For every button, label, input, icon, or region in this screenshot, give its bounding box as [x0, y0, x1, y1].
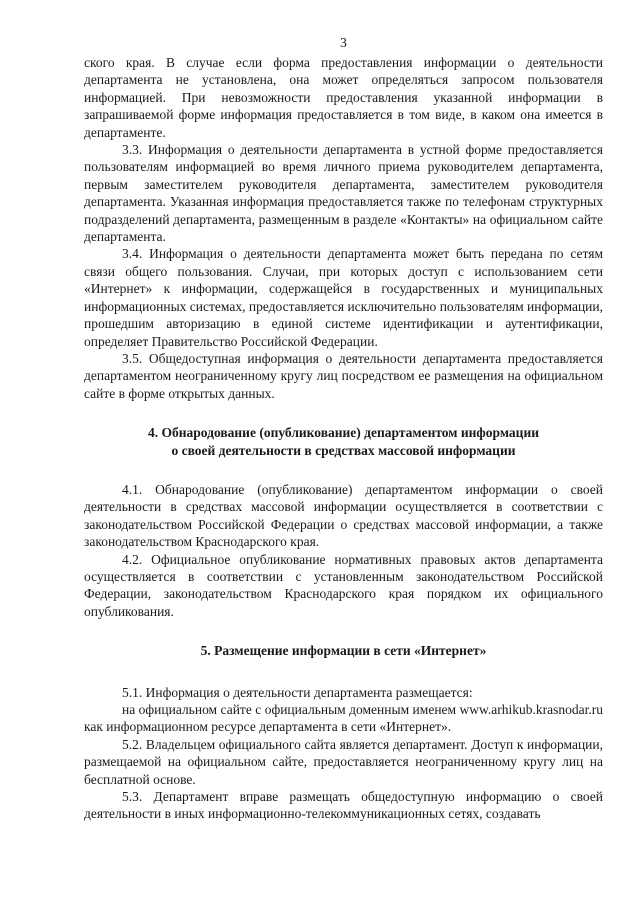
paragraph-5-1-site: на официальном сайте с официальным доменным именем www.arhikub.krasnodar.ru как информационном ресурсе департамента в сети «Интернет».	[84, 702, 603, 735]
paragraph-4-2: 4.2. Официальное опубликование нормативных правовых актов департамента осуществляется в соответствии с установленным законодательством Российской Федерации, законодательством Краснодарского края порядком их официального опубликования.	[84, 551, 603, 619]
section-4-heading-line-2: о своей деятельности в средствах массовой информации	[171, 442, 516, 458]
section-5-heading: 5. Размещение информации в сети «Интернет»	[200, 643, 487, 659]
section-4-heading	[84, 424, 603, 459]
paragraph-5-1: 5.1. Информация о деятельности департамента размещается:	[122, 684, 473, 700]
paragraph-5-3: 5.3. Департамент вправе размещать общедоступную информацию о своей деятельности в иных информационно-телекоммуникационных сетях, создавать	[84, 789, 603, 822]
paragraph-3-4: 3.4. Информация о деятельности департамента может быть передана по сетям связи общего пользования. Случаи, при которых доступ с использованием сети «Интернет» к информации, содержащейся в государственных и муниципальных информационных системах, предоставляется исключительно пользователям информации, прошедшим авторизацию в единой системе идентификации и аутентификации, определяет Правительство Российской Федерации.	[84, 246, 603, 349]
paragraph-4-1: 4.1. Обнародование (опубликование) департаментом информации о своей деятельности в средствах массовой информации осуществляется в соответствии с законодательством Российской Федерации о средствах массовой информации, а также законодательством Краснодарского края.	[84, 481, 603, 550]
paragraph-5-2: 5.2. Владельцем официального сайта является департамент. Доступ к информации, размещаемой на официальном сайте, предоставляется неограниченному кругу лиц на бесплатной основе.	[84, 736, 603, 787]
page-number: 3	[340, 35, 347, 50]
paragraph-continuation: ского края. В случае если форма предоставления информации о деятельности департамента не установлена, она может определяться запросом пользователя информацией. При невозможности предоставления указанной информации в запрашиваемой форме информация предоставляется в том виде, в каком она имеется в департаменте.	[84, 55, 603, 140]
section-4-heading-line-1: 4. Обнародование (опубликование) департаментом информации	[147, 425, 540, 441]
paragraph-3-3: 3.3. Информация о деятельности департамента в устной форме предоставляется пользователям информацией во время личного приема руководителем департамента, первым заместителем руководителя департамента, заместителем руководителя департамента. Указанная информация предоставляется также по телефонам структурных подразделений департамента, размещенным в разделе «Контакты» на официальном сайте департамента.	[84, 142, 603, 245]
paragraph-3-5: 3.5. Общедоступная информация о деятельности департамента предоставляется департаментом неограниченному кругу лиц посредством ее размещения на официальном сайте в форме открытых данных.	[84, 350, 603, 401]
